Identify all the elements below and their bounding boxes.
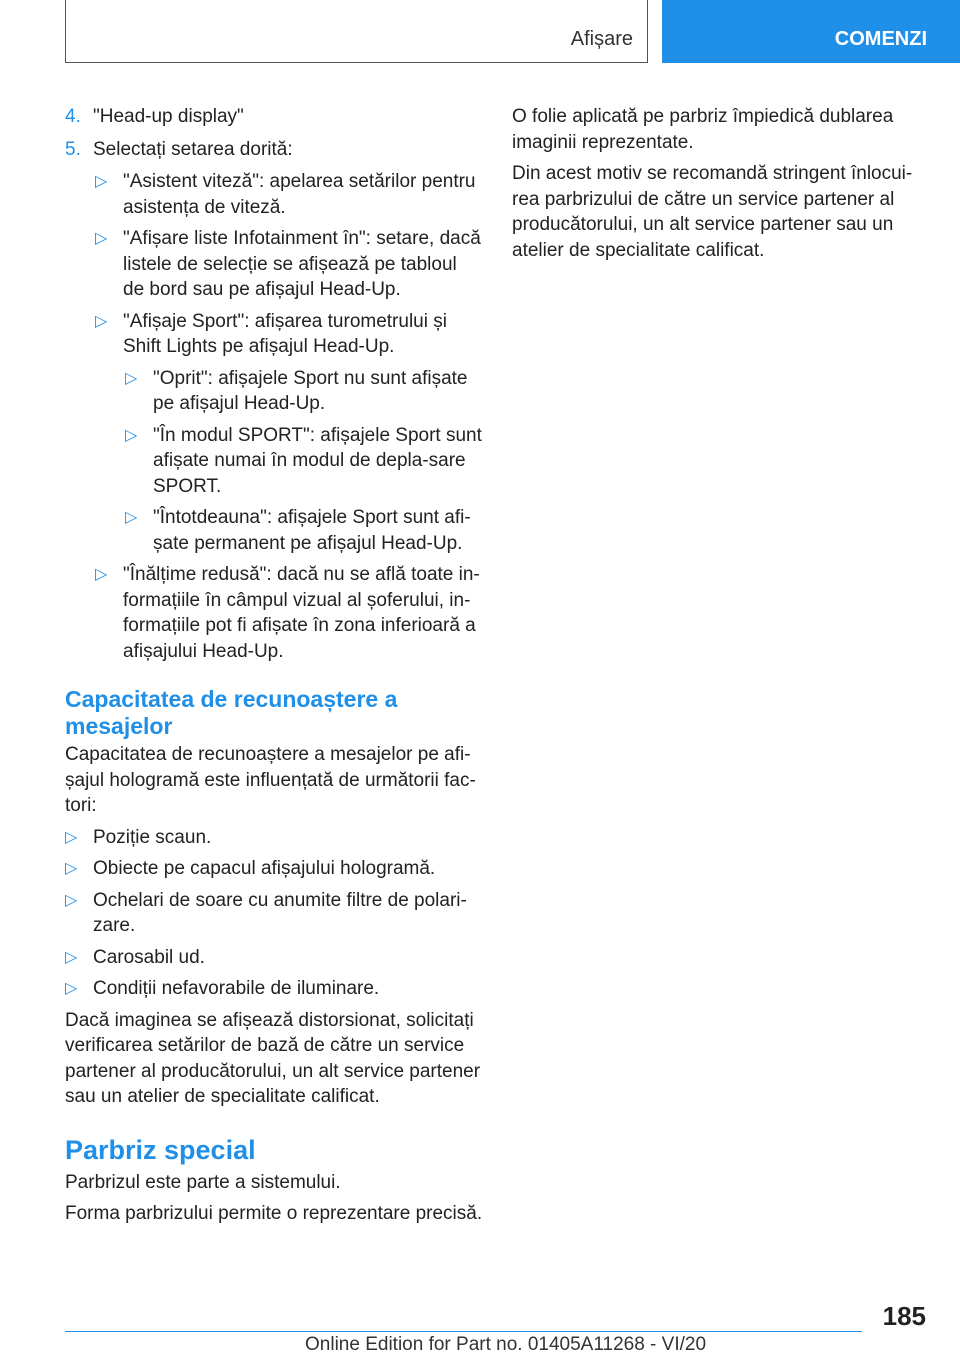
header-section-tab <box>65 0 648 63</box>
factor-text: Obiecte pe capacul afișajului hologramă. <box>93 858 436 879</box>
section-heading-recognition: Capacitatea de recunoaștere a mesajelor <box>65 686 398 739</box>
option-text: "Afișare liste Infotainment în": setare, dacă listele de selecție se afișează pe tabloul de bord sau pe afișajul Head-Up. <box>123 228 481 300</box>
chapter-label: COMENZI <box>834 28 927 50</box>
sub-option-item <box>65 366 483 417</box>
bullet-arrow-icon: ▷ <box>125 426 138 444</box>
bullet-arrow-icon: ▷ <box>125 369 138 387</box>
factor-item <box>65 856 483 882</box>
option-text: "În modul SPORT": afișajele Sport sunt afișate numai în modul de depla-sare SPORT. <box>153 424 482 497</box>
option-text: "Afișaje Sport": afișarea turometrului și Shift Lights pe afișajul Head-Up. <box>123 310 447 357</box>
sub-option-item <box>65 505 483 556</box>
option-item <box>65 309 483 360</box>
step-4 <box>65 104 483 130</box>
option-text: "Întotdeauna": afișajele Sport sunt afi-șate permanent pe afișajul Head-Up. <box>153 507 471 554</box>
step-number: 5. <box>65 138 81 160</box>
left-column <box>65 104 483 1233</box>
factor-text: Carosabil ud. <box>93 946 205 968</box>
footer-edition-text: Online Edition for Part no. 01405A11268 - VI/20 <box>305 1334 707 1355</box>
paragraph: Dacă imaginea se afișează distorsionat, solicitați verificarea setărilor de bază de către un service partener al producătorului, un alt service partener sau un atelier de specialitate calificat. <box>65 1009 481 1107</box>
bullet-arrow-icon: ▷ <box>65 891 78 909</box>
option-text: "Asistent viteză": apelarea setărilor pentru asistența de viteză. <box>123 171 476 218</box>
header-chapter-tab <box>662 0 960 63</box>
option-item <box>65 169 483 220</box>
paragraph: Parbrizul este parte a sistemului. <box>65 1171 341 1193</box>
right-column <box>512 104 922 269</box>
step-text: "Head-up display" <box>93 106 244 127</box>
factor-item <box>65 976 483 1002</box>
sub-option-item <box>65 423 483 500</box>
option-text: "Înălțime redusă": dacă nu se află toate in-formațiile în câmpul vizual al șoferului, in-formațiile pot fi afișate în zona inferioară a afișajului Head-Up. <box>123 564 480 662</box>
bullet-arrow-icon: ▷ <box>65 828 78 846</box>
factor-text: Poziție scaun. <box>93 826 212 848</box>
step-text: Selectați setarea dorită: <box>93 138 293 160</box>
factor-item <box>65 945 483 971</box>
paragraph: Capacitatea de recunoaștere a mesajelor pe afi-șajul hologramă este influențată de următorii fac-tori: <box>65 744 476 816</box>
factor-text: Condiții nefavorabile de iluminare. <box>93 978 380 999</box>
factor-item <box>65 825 483 851</box>
bullet-arrow-icon: ▷ <box>95 312 108 330</box>
factor-item <box>65 888 483 939</box>
step-5 <box>65 137 483 163</box>
bullet-arrow-icon: ▷ <box>95 173 108 190</box>
bullet-arrow-icon: ▷ <box>65 980 78 997</box>
paragraph: Din acest motiv se recomandă stringent înlocui-rea parbrizului de către un service partener al producătorului, un alt service partener sau un atelier de specialitate calificat. <box>512 163 913 261</box>
option-item <box>65 226 483 303</box>
option-text: "Oprit": afișajele Sport nu sunt afișate pe afișajul Head-Up. <box>153 367 468 414</box>
bullet-arrow-icon: ▷ <box>95 566 108 583</box>
factor-text: Ochelari de soare cu anumite filtre de polari-zare. <box>93 889 467 936</box>
option-item <box>65 562 483 664</box>
paragraph: Forma parbrizului permite o reprezentare precisă. <box>65 1203 483 1224</box>
section-heading-windshield: Parbriz special <box>65 1134 256 1165</box>
bullet-arrow-icon: ▷ <box>125 509 138 526</box>
step-number: 4. <box>65 106 81 127</box>
bullet-arrow-icon: ▷ <box>65 948 78 966</box>
bullet-arrow-icon: ▷ <box>95 230 108 247</box>
paragraph: O folie aplicată pe parbriz împiedică dublarea imaginii reprezentate. <box>512 106 894 153</box>
bullet-arrow-icon: ▷ <box>65 860 78 877</box>
page-number: 185 <box>882 1301 926 1331</box>
footer-divider <box>65 1331 862 1332</box>
section-label: Afișare <box>570 28 633 50</box>
